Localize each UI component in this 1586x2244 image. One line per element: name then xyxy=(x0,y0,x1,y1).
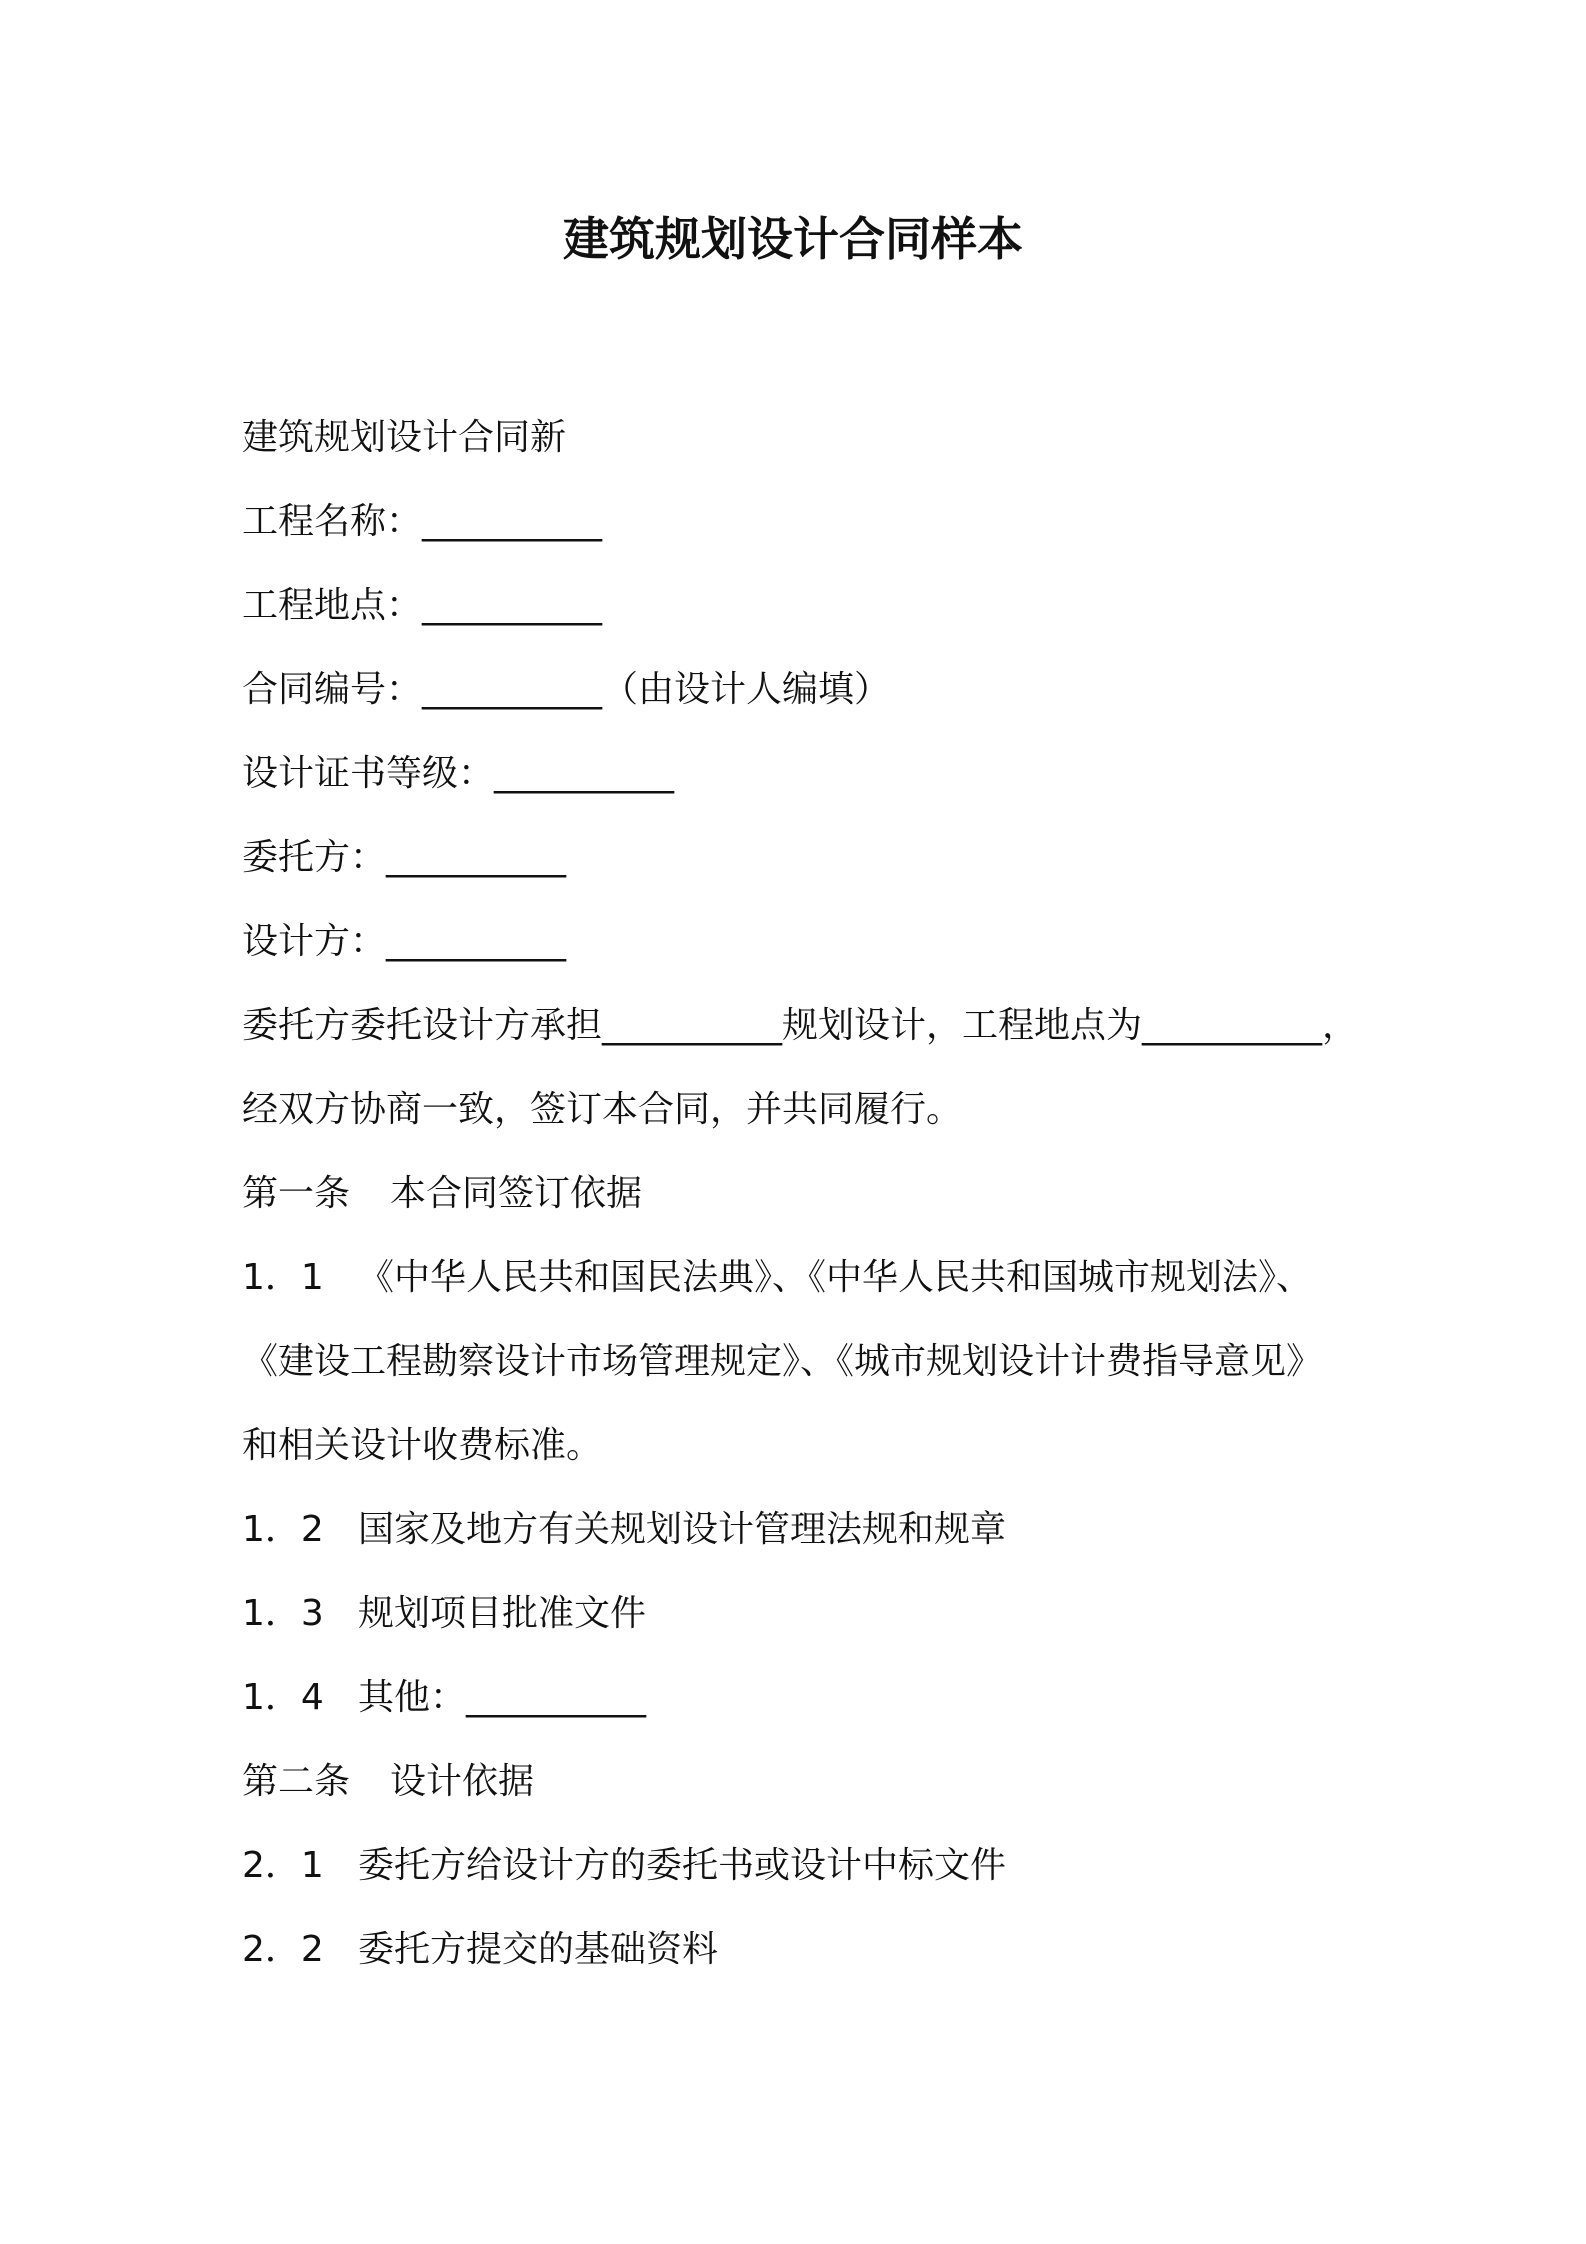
preamble-line-1: 委托方委托设计方承担__________规划设计，工程地点为__________， xyxy=(242,1005,1359,1046)
clause-1-1-line-1 xyxy=(242,1250,1372,1334)
clause-2-2 xyxy=(242,1922,1372,2006)
clause-1-2 xyxy=(242,1502,1372,1586)
clause-1-1-number: 1．1 xyxy=(242,1257,324,1298)
field-client: 委托方：__________ xyxy=(242,837,567,878)
field-certificate-grade: 设计证书等级：__________ xyxy=(242,753,675,794)
field-designer: 设计方：__________ xyxy=(242,921,567,962)
clause-1-3 xyxy=(242,1586,1372,1670)
clause-2-2-number: 2．2 xyxy=(242,1929,324,1970)
clause-1-1-line-2: 《建设工程勘察设计市场管理规定》、《城市规划设计计费指导意见》 xyxy=(242,1341,1323,1382)
article-2-number: 第二条 xyxy=(242,1761,351,1802)
clause-2-2-text: 委托方提交的基础资料 xyxy=(358,1929,719,1970)
clause-1-4 xyxy=(242,1670,1372,1754)
article-2-heading xyxy=(242,1754,1372,1838)
clause-1-2-text: 国家及地方有关规划设计管理法规和规章 xyxy=(358,1509,1007,1550)
clause-2-1-number: 2．1 xyxy=(242,1845,324,1886)
article-2-title: 设计依据 xyxy=(390,1761,535,1802)
clause-1-1-line-3: 和相关设计收费标准。 xyxy=(242,1425,603,1466)
clause-1-4-text: 其他：__________ xyxy=(358,1677,647,1718)
clause-1-1-text: 《中华人民共和国民法典》、《中华人民共和国城市规划法》、 xyxy=(358,1257,1313,1298)
clause-1-3-number: 1．3 xyxy=(242,1593,324,1634)
article-1-number: 第一条 xyxy=(242,1173,351,1214)
article-1-heading xyxy=(242,1166,1372,1250)
clause-2-1 xyxy=(242,1838,1372,1922)
clause-1-2-number: 1．2 xyxy=(242,1509,324,1550)
document-title: 建筑规划设计合同样本 xyxy=(563,212,1023,266)
document-subtitle: 建筑规划设计合同新 xyxy=(242,417,567,458)
article-1-title: 本合同签订依据 xyxy=(390,1173,643,1214)
clause-2-1-text: 委托方给设计方的委托书或设计中标文件 xyxy=(358,1845,1007,1886)
preamble-line-2: 经双方协商一致，签订本合同，并共同履行。 xyxy=(242,1089,963,1130)
clause-1-3-text: 规划项目批准文件 xyxy=(358,1593,647,1634)
document-body xyxy=(242,410,1372,2006)
field-project-location: 工程地点：__________ xyxy=(242,585,603,626)
field-project-name: 工程名称：__________ xyxy=(242,501,603,542)
clause-1-4-number: 1．4 xyxy=(242,1677,324,1718)
field-contract-number: 合同编号：__________（由设计人编填） xyxy=(242,669,891,710)
